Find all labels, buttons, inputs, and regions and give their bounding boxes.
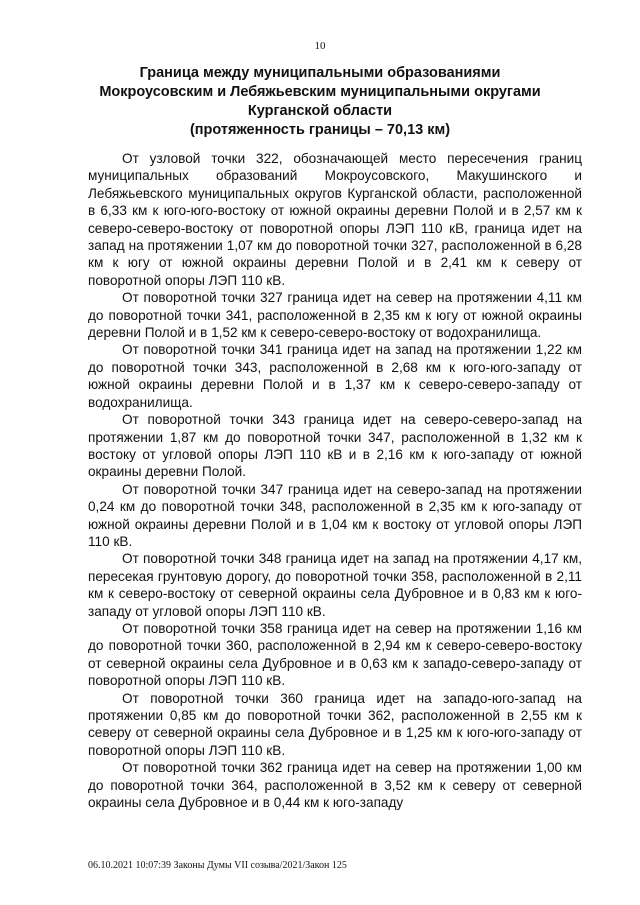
paragraph: От узловой точки 322, обозначающей место пересечения границ муниципальных образований Мокроусовского, Макушинского и Лебяжьевского муниципальных округов Курганской области, расположенной в 6,33 км к юго-юго-востоку от южной окраины деревни Полой и в 2,57 км к северо-северо-востоку от поворотной опоры ЛЭП 110 кВ, граница идет на запад на протяжении 1,07 км до поворотной точки 327, расположенной в 6,28 км к югу от южной окраины деревни Полой и в 2,41 км к северу от поворотной опоры ЛЭП 110 кВ. xyxy=(88,151,582,288)
paragraph: От поворотной точки 341 граница идет на запад на протяжении 1,22 км до поворотной точки 343, расположенной в 2,68 км к юго-юго-западу от южной окраины деревни Полой и в 1,37 км к северо-северо-западу от водохранилища. xyxy=(88,342,582,410)
paragraph: От поворотной точки 347 граница идет на северо-запад на протяжении 0,24 км до поворотной точки 348, расположенной в 2,35 км к юго-западу от южной окраины деревни Полой и в 1,04 км к востоку от угловой опоры ЛЭП 110 кВ. xyxy=(88,481,582,549)
title-line: (протяженность границы – 70,13 км) xyxy=(189,122,451,138)
paragraph: От поворотной точки 348 граница идет на запад на протяжении 4,17 км, пересекая грунтовую дорогу, до поворотной точки 358, расположенной в 2,11 км к северо-востоку от северной окраины села Дубровное и в 0,83 км к юго-западу от угловой опоры ЛЭП 110 кВ. xyxy=(88,551,582,619)
paragraph: От поворотной точки 343 граница идет на северо-северо-запад на протяжении 1,87 км до поворотной точки 347, расположенной в 1,32 км к востоку от угловой опоры ЛЭП 110 кВ и в 2,16 км к юго-западу от южной окраины деревни Полой. xyxy=(88,412,582,480)
paragraph: От поворотной точки 362 граница идет на север на протяжении 1,00 км до поворотной точки 364, расположенной в 3,52 км к северу от северной окраины села Дубровное и в 0,44 км к юго-западу xyxy=(88,760,582,811)
document-body xyxy=(88,150,582,811)
paragraph: От поворотной точки 327 граница идет на север на протяжении 4,11 км до поворотной точки 341, расположенной в 2,35 км к югу от южной окраины деревни Полой и в 1,52 км к северо-северо-востоку от водохранилища. xyxy=(88,290,582,341)
title-line: Курганской области xyxy=(247,103,393,119)
title-line: Мокроусовским и Лебяжьевским муниципальными округами xyxy=(99,84,541,100)
title-line: Граница между муниципальными образованиями xyxy=(139,65,501,81)
paragraph: От поворотной точки 358 граница идет на север на протяжении 1,16 км до поворотной точки 360, расположенной в 2,94 км к северо-северо-востоку от северной окраины села Дубровное и в 0,63 км к западо-северо-западу от поворотной опоры ЛЭП 110 кВ. xyxy=(88,620,582,689)
paragraph: От поворотной точки 360 граница идет на западо-юго-запад на протяжении 0,85 км до поворотной точки 362, расположенной в 2,55 км к северу от северной окраины села Дубровное и в 1,25 км к юго-юго-западу от поворотной опоры ЛЭП 110 кВ. xyxy=(88,690,582,758)
page-number: 10 xyxy=(314,40,326,52)
footer-stamp: 06.10.2021 10:07:39 Законы Думы VII созыва/2021/Закон 125 xyxy=(88,860,347,871)
document-title xyxy=(60,64,580,140)
